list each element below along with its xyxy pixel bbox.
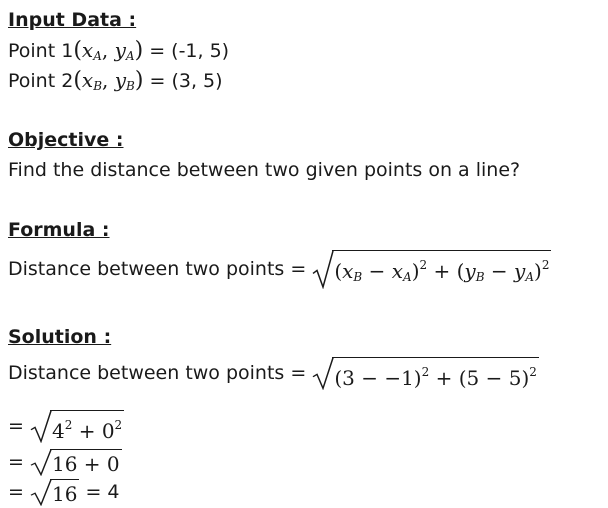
objective-heading: Objective : xyxy=(8,129,124,151)
point-1-label: Point 1 xyxy=(8,40,74,62)
solution-sqrt-1: $(3 - -1)^2 + (5 - 5)^2$ xyxy=(312,357,539,390)
solution-step-3: = 16 + 0 xyxy=(8,451,120,476)
point-2-label: Point 2 xyxy=(8,70,74,92)
point-2-value: = (3, 5) xyxy=(143,70,223,92)
input-data-heading: Input Data : xyxy=(8,9,137,31)
formula-sqrt: $(x_B - x_A)^2 + (y_B - y_A)^2$ xyxy=(312,250,551,289)
point-1-line xyxy=(8,38,229,68)
objective-text: Find the distance between two given points on a line? xyxy=(8,159,521,181)
point-1-value: = (-1, 5) xyxy=(143,40,230,62)
formula-line xyxy=(8,250,551,289)
solution-sqrt-3: 16 + 0 xyxy=(30,449,122,476)
point-2-line xyxy=(8,68,223,98)
solution-step-4: = 16 = 4 xyxy=(8,481,120,506)
solution-step-2: = $4^2 + 0^2$ xyxy=(8,410,124,443)
formula-heading: Formula : xyxy=(8,219,110,241)
solution-label: Distance between two points = xyxy=(8,362,313,384)
solution-step-1 xyxy=(8,357,539,390)
point-2-coords: ($x_B$, $y_B$) xyxy=(73,68,144,93)
solution-sqrt-2: $4^2 + 0^2$ xyxy=(30,410,124,443)
solution-sqrt-4: 16 xyxy=(30,479,79,506)
final-result: = 4 xyxy=(79,481,120,503)
solution-heading: Solution : xyxy=(8,326,112,348)
formula-label: Distance between two points = xyxy=(8,258,313,280)
point-1-coords: ($x_A$, $y_A$) xyxy=(73,38,144,63)
